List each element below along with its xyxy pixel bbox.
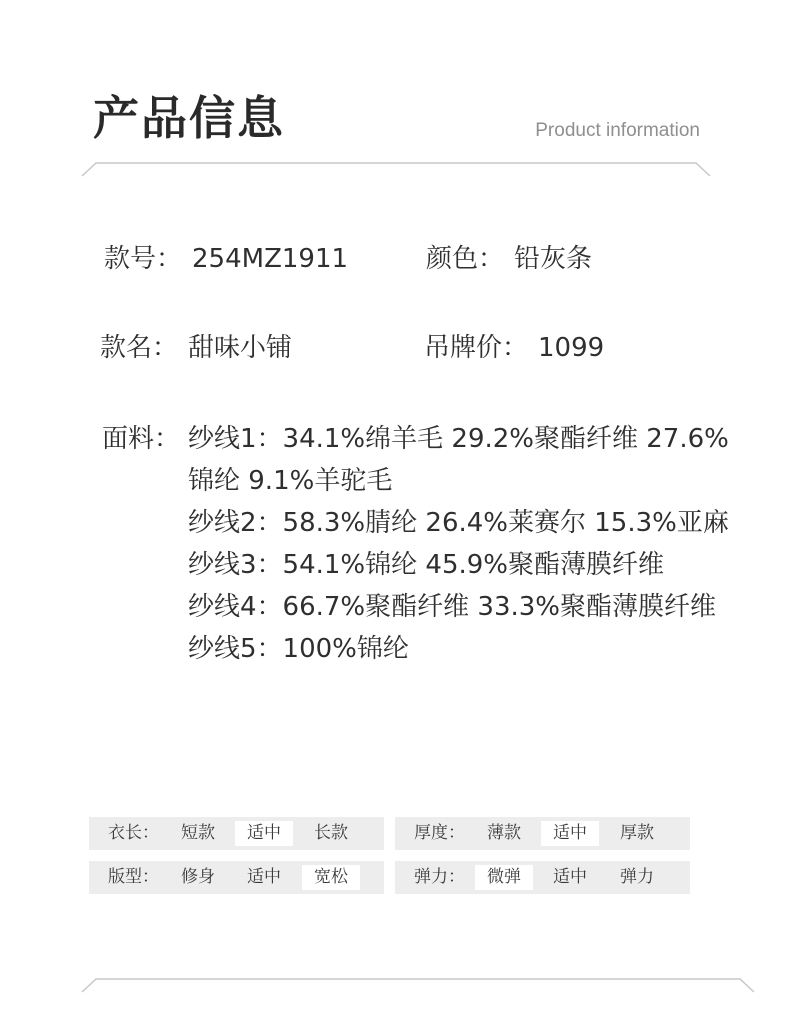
field-value: 254MZ1911 xyxy=(192,244,349,274)
field-label: 颜色： xyxy=(426,244,505,274)
attr-option-selected: 微弹 xyxy=(475,865,533,890)
yarn-line-4: 纱线4：66.7%聚酯纤维 33.3%聚酯薄膜纤维 xyxy=(188,592,716,622)
field-label: 款名： xyxy=(100,333,179,363)
attr-option: 弹力 xyxy=(620,867,654,887)
footer-divider xyxy=(80,976,760,996)
attr-label: 版型： xyxy=(108,867,159,887)
attr-length xyxy=(89,817,384,850)
field-color xyxy=(426,238,592,280)
header-divider xyxy=(80,160,712,180)
yarn-line-1: 纱线1：34.1%绵羊毛 29.2%聚酯纤维 27.6%锦纶 9.1%羊驼毛 xyxy=(188,424,729,496)
attr-label: 衣长： xyxy=(108,823,159,843)
field-value: 1099 xyxy=(538,333,605,363)
field-style-no xyxy=(104,238,348,280)
attr-label: 弹力： xyxy=(414,867,465,887)
fabric-label: 面料： xyxy=(102,424,181,454)
page-title: 产品信息 xyxy=(93,91,285,145)
attr-option-selected: 宽松 xyxy=(302,865,360,890)
attr-option-selected: 适中 xyxy=(235,821,293,846)
yarn-line-5: 纱线5：100%锦纶 xyxy=(188,634,409,664)
field-tag-price xyxy=(424,327,604,369)
field-value: 铅灰条 xyxy=(514,244,593,274)
attr-fit xyxy=(89,861,384,894)
attr-thickness xyxy=(395,817,690,850)
yarn-line-3: 纱线3：54.1%锦纶 45.9%聚酯薄膜纤维 xyxy=(188,550,664,580)
field-value: 甜味小铺 xyxy=(188,333,293,363)
attr-option: 厚款 xyxy=(620,823,654,843)
attr-elasticity xyxy=(395,861,690,894)
attr-option: 短款 xyxy=(181,823,215,843)
attr-option-selected: 适中 xyxy=(541,821,599,846)
attr-option: 长款 xyxy=(314,823,348,843)
attr-option: 修身 xyxy=(181,867,215,887)
field-label: 吊牌价： xyxy=(424,333,529,363)
attr-label: 厚度： xyxy=(414,823,465,843)
attr-option: 适中 xyxy=(247,867,281,887)
fabric-lines xyxy=(188,418,738,670)
yarn-line-2: 纱线2：58.3%腈纶 26.4%莱赛尔 15.3%亚麻 xyxy=(188,508,729,538)
page-subtitle: Product information xyxy=(535,120,700,141)
attr-option: 薄款 xyxy=(487,823,521,843)
field-style-name xyxy=(100,327,292,369)
field-label: 款号： xyxy=(104,244,183,274)
attr-option: 适中 xyxy=(553,867,587,887)
